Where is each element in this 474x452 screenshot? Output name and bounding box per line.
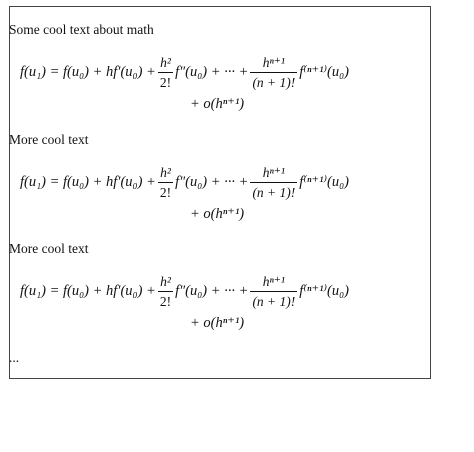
fraction-numerator: hⁿ⁺¹: [262, 54, 285, 70]
paragraph-1: Some cool text about math: [9, 22, 154, 37]
fraction-numerator: hⁿ⁺¹: [262, 164, 285, 180]
fraction-denominator: (n + 1)!: [252, 74, 296, 90]
fraction-numerator: h²: [160, 164, 171, 180]
fraction-numerator: hⁿ⁺¹: [262, 273, 285, 289]
equation-middle: f″(u₀) + ··· +: [175, 173, 249, 190]
fraction-numerator: h²: [160, 54, 171, 70]
fraction-numerator: h²: [160, 273, 171, 289]
fraction-h2-over-2: [158, 272, 173, 311]
fraction-denominator: (n + 1)!: [252, 184, 296, 200]
equation-line-2: + o(hⁿ⁺¹): [190, 315, 245, 331]
fraction-hn1-over-n1: [250, 53, 297, 92]
fraction-h2-over-2: [158, 53, 173, 92]
equation-line-1: [20, 159, 349, 205]
equation-lhs: f(u₁) = f(u₀) + hf′(u₀) +: [20, 282, 156, 299]
fraction-hn1-over-n1: [250, 272, 297, 311]
fraction-h2-over-2: [158, 163, 173, 202]
equation-tail: f⁽ⁿ⁺¹⁾(u₀): [299, 173, 349, 190]
equation-line-2: + o(hⁿ⁺¹): [190, 96, 245, 112]
equation-tail: f⁽ⁿ⁺¹⁾(u₀): [299, 63, 349, 80]
equation-lhs: f(u₁) = f(u₀) + hf′(u₀) +: [20, 63, 156, 80]
fraction-denominator: (n + 1)!: [252, 293, 296, 309]
fraction-denominator: 2!: [159, 293, 172, 309]
equation-middle: f″(u₀) + ··· +: [175, 282, 249, 299]
equation-line-2: + o(hⁿ⁺¹): [190, 206, 245, 222]
equation-tail: f⁽ⁿ⁺¹⁾(u₀): [299, 282, 349, 299]
equation-middle: f″(u₀) + ··· +: [175, 63, 249, 80]
equation-line-1: [20, 268, 349, 314]
fraction-hn1-over-n1: [250, 163, 297, 202]
paragraph-2: More cool text: [9, 132, 89, 147]
equation-lhs: f(u₁) = f(u₀) + hf′(u₀) +: [20, 173, 156, 190]
paragraph-3: More cool text: [9, 241, 89, 256]
trailing-ellipsis: ...: [9, 350, 20, 365]
fraction-denominator: 2!: [159, 184, 172, 200]
equation-line-1: [20, 49, 349, 95]
fraction-denominator: 2!: [159, 74, 172, 90]
